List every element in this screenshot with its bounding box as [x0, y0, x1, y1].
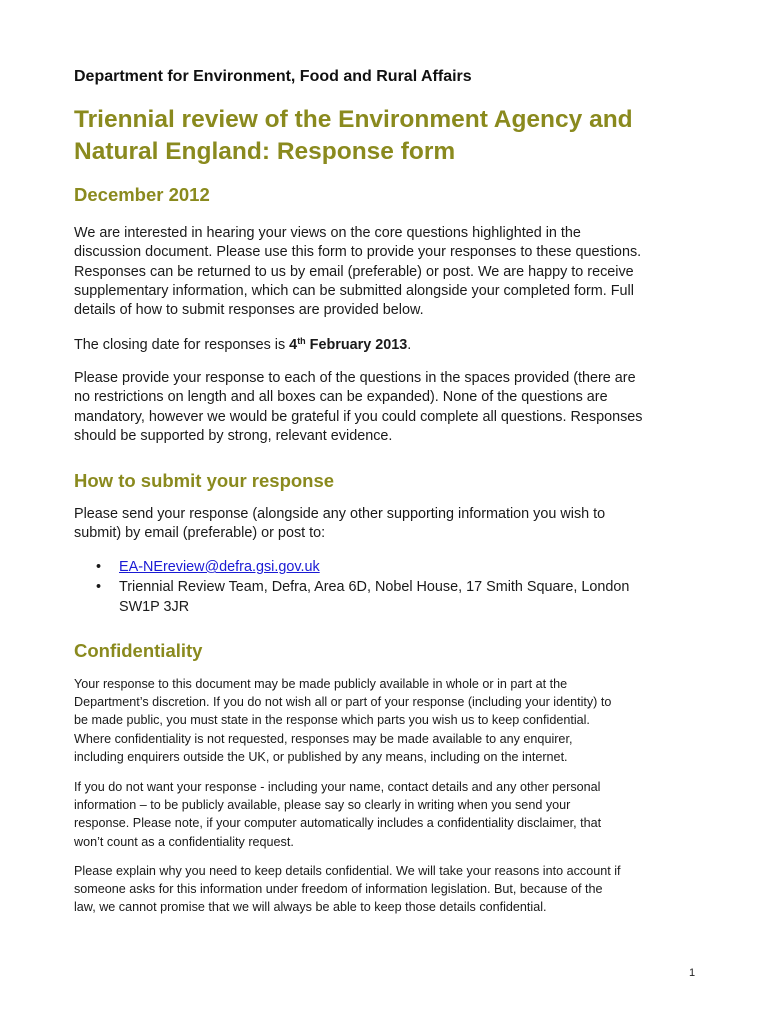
intro-paragraph	[74, 224, 694, 320]
provide-paragraph	[74, 369, 694, 446]
confidentiality-paragraph-3	[74, 862, 694, 917]
closing-period: .	[407, 337, 412, 353]
submit-line: Please send your response (alongside any other supporting information you wish to	[74, 506, 606, 522]
closing-month-year: February 2013	[305, 337, 408, 353]
confidentiality-paragraph-1	[74, 675, 694, 766]
department-name: Department for Environment, Food and Rural Affairs	[74, 68, 472, 85]
document-date: December 2012	[74, 184, 210, 205]
submit-paragraph	[74, 505, 694, 544]
conf-line: won’t count as a confidentiality request.	[74, 834, 294, 849]
provide-line: should be supported by strong, relevant evidence.	[74, 427, 393, 444]
intro-line: Responses can be returned to us by email (preferable) or post. We are happy to receive	[74, 263, 634, 280]
conf-line: Please explain why you need to keep details confidential. We will take your reasons into account if	[74, 864, 621, 878]
bullet-icon: •	[96, 579, 102, 596]
provide-line: Please provide your response to each of the questions in the spaces provided (there are	[74, 370, 636, 386]
conf-line: someone asks for this information under freedom of information legislation. But, because of the	[74, 882, 603, 897]
conf-line: including enquirers outside the UK, or published by any means, including on the internet.	[74, 749, 568, 764]
list-item-address	[74, 578, 694, 617]
intro-line: discussion document. Please use this form to provide your responses to these questions.	[74, 244, 642, 261]
confidentiality-paragraph-2	[74, 778, 694, 851]
intro-line: We are interested in hearing your views on the core questions highlighted in the	[74, 225, 581, 241]
conf-line: Your response to this document may be made publicly available in whole or in part at the	[74, 677, 568, 691]
conf-line: be made public, you must state in the response which parts you wish us to keep confidential.	[74, 713, 590, 728]
email-link[interactable]: EA-NEreview@defra.gsi.gov.uk	[119, 559, 320, 575]
conf-line: If you do not want your response - including your name, contact details and any other personal	[74, 780, 601, 794]
closing-date	[289, 337, 407, 353]
intro-line: supplementary information, which can be submitted alongside your completed form. Full	[74, 282, 634, 299]
provide-line: mandatory, however we would be grateful if you could complete all questions. Responses	[74, 408, 643, 425]
intro-line: details of how to submit responses are provided below.	[74, 302, 424, 319]
page-title	[74, 104, 694, 168]
closing-day: 4	[289, 337, 298, 353]
conf-line: information – to be publicly available, please say so clearly in writing when you send your	[74, 798, 571, 813]
closing-day-suffix: th	[297, 336, 306, 346]
list-item-email	[74, 558, 694, 577]
conf-line: Where confidentiality is not requested, responses may be made available to any enquirer,	[74, 731, 573, 746]
closing-date-paragraph	[74, 336, 694, 355]
submit-list	[74, 558, 694, 618]
submit-heading: How to submit your response	[74, 470, 335, 491]
page-number: 1	[689, 967, 696, 979]
address-line-1: Triennial Review Team, Defra, Area 6D, Nobel House, 17 Smith Square, London	[119, 579, 630, 596]
conf-line: response. Please note, if your computer automatically includes a confidentiality disclaimer, that	[74, 816, 602, 831]
closing-prefix: The closing date for responses is	[74, 337, 290, 353]
title-line-2: Natural England: Response form	[74, 138, 456, 165]
bullet-icon: •	[96, 559, 102, 575]
confidentiality-heading: Confidentiality	[74, 640, 203, 661]
provide-line: no restrictions on length and all boxes can be expanded). None of the questions are	[74, 389, 608, 406]
conf-line: Department’s discretion. If you do not wish all or part of your response (including your identity) to	[74, 695, 612, 710]
address-line-2: SW1P 3JR	[119, 598, 190, 615]
conf-line: law, we cannot promise that we will always be able to keep those details confidential.	[74, 900, 547, 915]
title-line-1: Triennial review of the Environment Agency and	[74, 106, 633, 133]
submit-line: submit) by email (preferable) or post to:	[74, 525, 326, 542]
